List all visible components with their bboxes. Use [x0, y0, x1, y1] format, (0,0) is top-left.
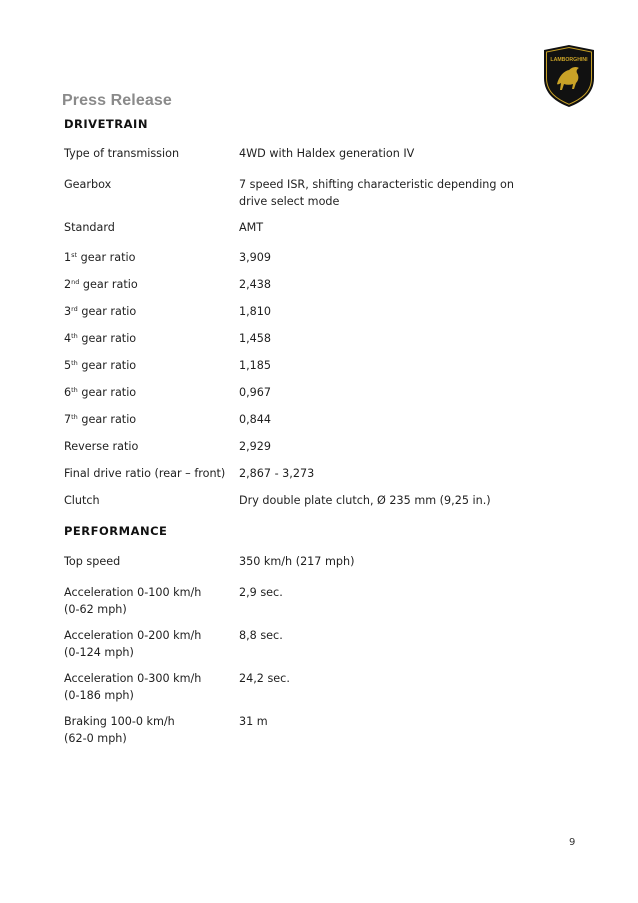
lamborghini-logo [542, 44, 596, 108]
spec-value: 3,909 [239, 251, 272, 264]
spec-label: 3rd gear ratio [64, 305, 137, 318]
spec-label-line: Acceleration 0-100 km/h [64, 586, 202, 599]
spec-value-line: drive select mode [239, 195, 340, 208]
spec-label: Standard [64, 221, 115, 234]
spec-value: 1,185 [239, 359, 272, 372]
spec-value: 0,844 [239, 413, 272, 426]
spec-value: 2,9 sec. [239, 586, 283, 599]
spec-label [64, 713, 234, 747]
logo-wordmark: LAMBORGHINI [550, 57, 588, 63]
spec-value: 24,2 sec. [239, 672, 290, 685]
spec-label: Final drive ratio (rear – front) [64, 467, 226, 480]
spec-value [239, 176, 539, 210]
spec-value: 2,438 [239, 278, 272, 291]
drivetrain-heading: DRIVETRAIN [64, 117, 148, 131]
spec-label [64, 627, 234, 661]
spec-label [64, 584, 234, 618]
spec-label: Type of transmission [64, 147, 180, 160]
spec-label: 6th gear ratio [64, 386, 137, 399]
spec-value-line: 7 speed ISR, shifting characteristic depending on [239, 178, 514, 191]
spec-value: AMT [239, 221, 264, 234]
performance-heading: PERFORMANCE [64, 524, 168, 538]
spec-label-line: (0-124 mph) [64, 646, 134, 659]
spec-value: 1,810 [239, 305, 272, 318]
spec-value: 350 km/h (217 mph) [239, 555, 355, 568]
spec-label-line: (0-62 mph) [64, 603, 127, 616]
spec-value: 4WD with Haldex generation IV [239, 147, 415, 160]
spec-value: 0,967 [239, 386, 272, 399]
spec-label [64, 670, 234, 704]
spec-label: 5th gear ratio [64, 359, 137, 372]
spec-label: Reverse ratio [64, 440, 139, 453]
spec-value: 31 m [239, 715, 268, 728]
spec-label: Clutch [64, 494, 100, 507]
spec-value: 2,929 [239, 440, 272, 453]
press-release-title: Press Release [62, 92, 172, 109]
spec-label: 4th gear ratio [64, 332, 137, 345]
spec-value: 2,867 - 3,273 [239, 467, 315, 480]
spec-label: 2nd gear ratio [64, 278, 138, 291]
spec-label: Gearbox [64, 178, 112, 191]
spec-label-line: Acceleration 0-200 km/h [64, 629, 202, 642]
spec-value: 8,8 sec. [239, 629, 283, 642]
spec-label: Top speed [64, 555, 121, 568]
spec-label: 1st gear ratio [64, 251, 136, 264]
spec-value: Dry double plate clutch, Ø 235 mm (9,25 in.) [239, 494, 491, 507]
spec-value: 1,458 [239, 332, 272, 345]
spec-label-line: (0-186 mph) [64, 689, 134, 702]
spec-label-line: (62-0 mph) [64, 732, 127, 745]
spec-label-line: Braking 100-0 km/h [64, 715, 175, 728]
spec-label: 7th gear ratio [64, 413, 137, 426]
spec-label-line: Acceleration 0-300 km/h [64, 672, 202, 685]
page-number: 9 [569, 837, 576, 848]
